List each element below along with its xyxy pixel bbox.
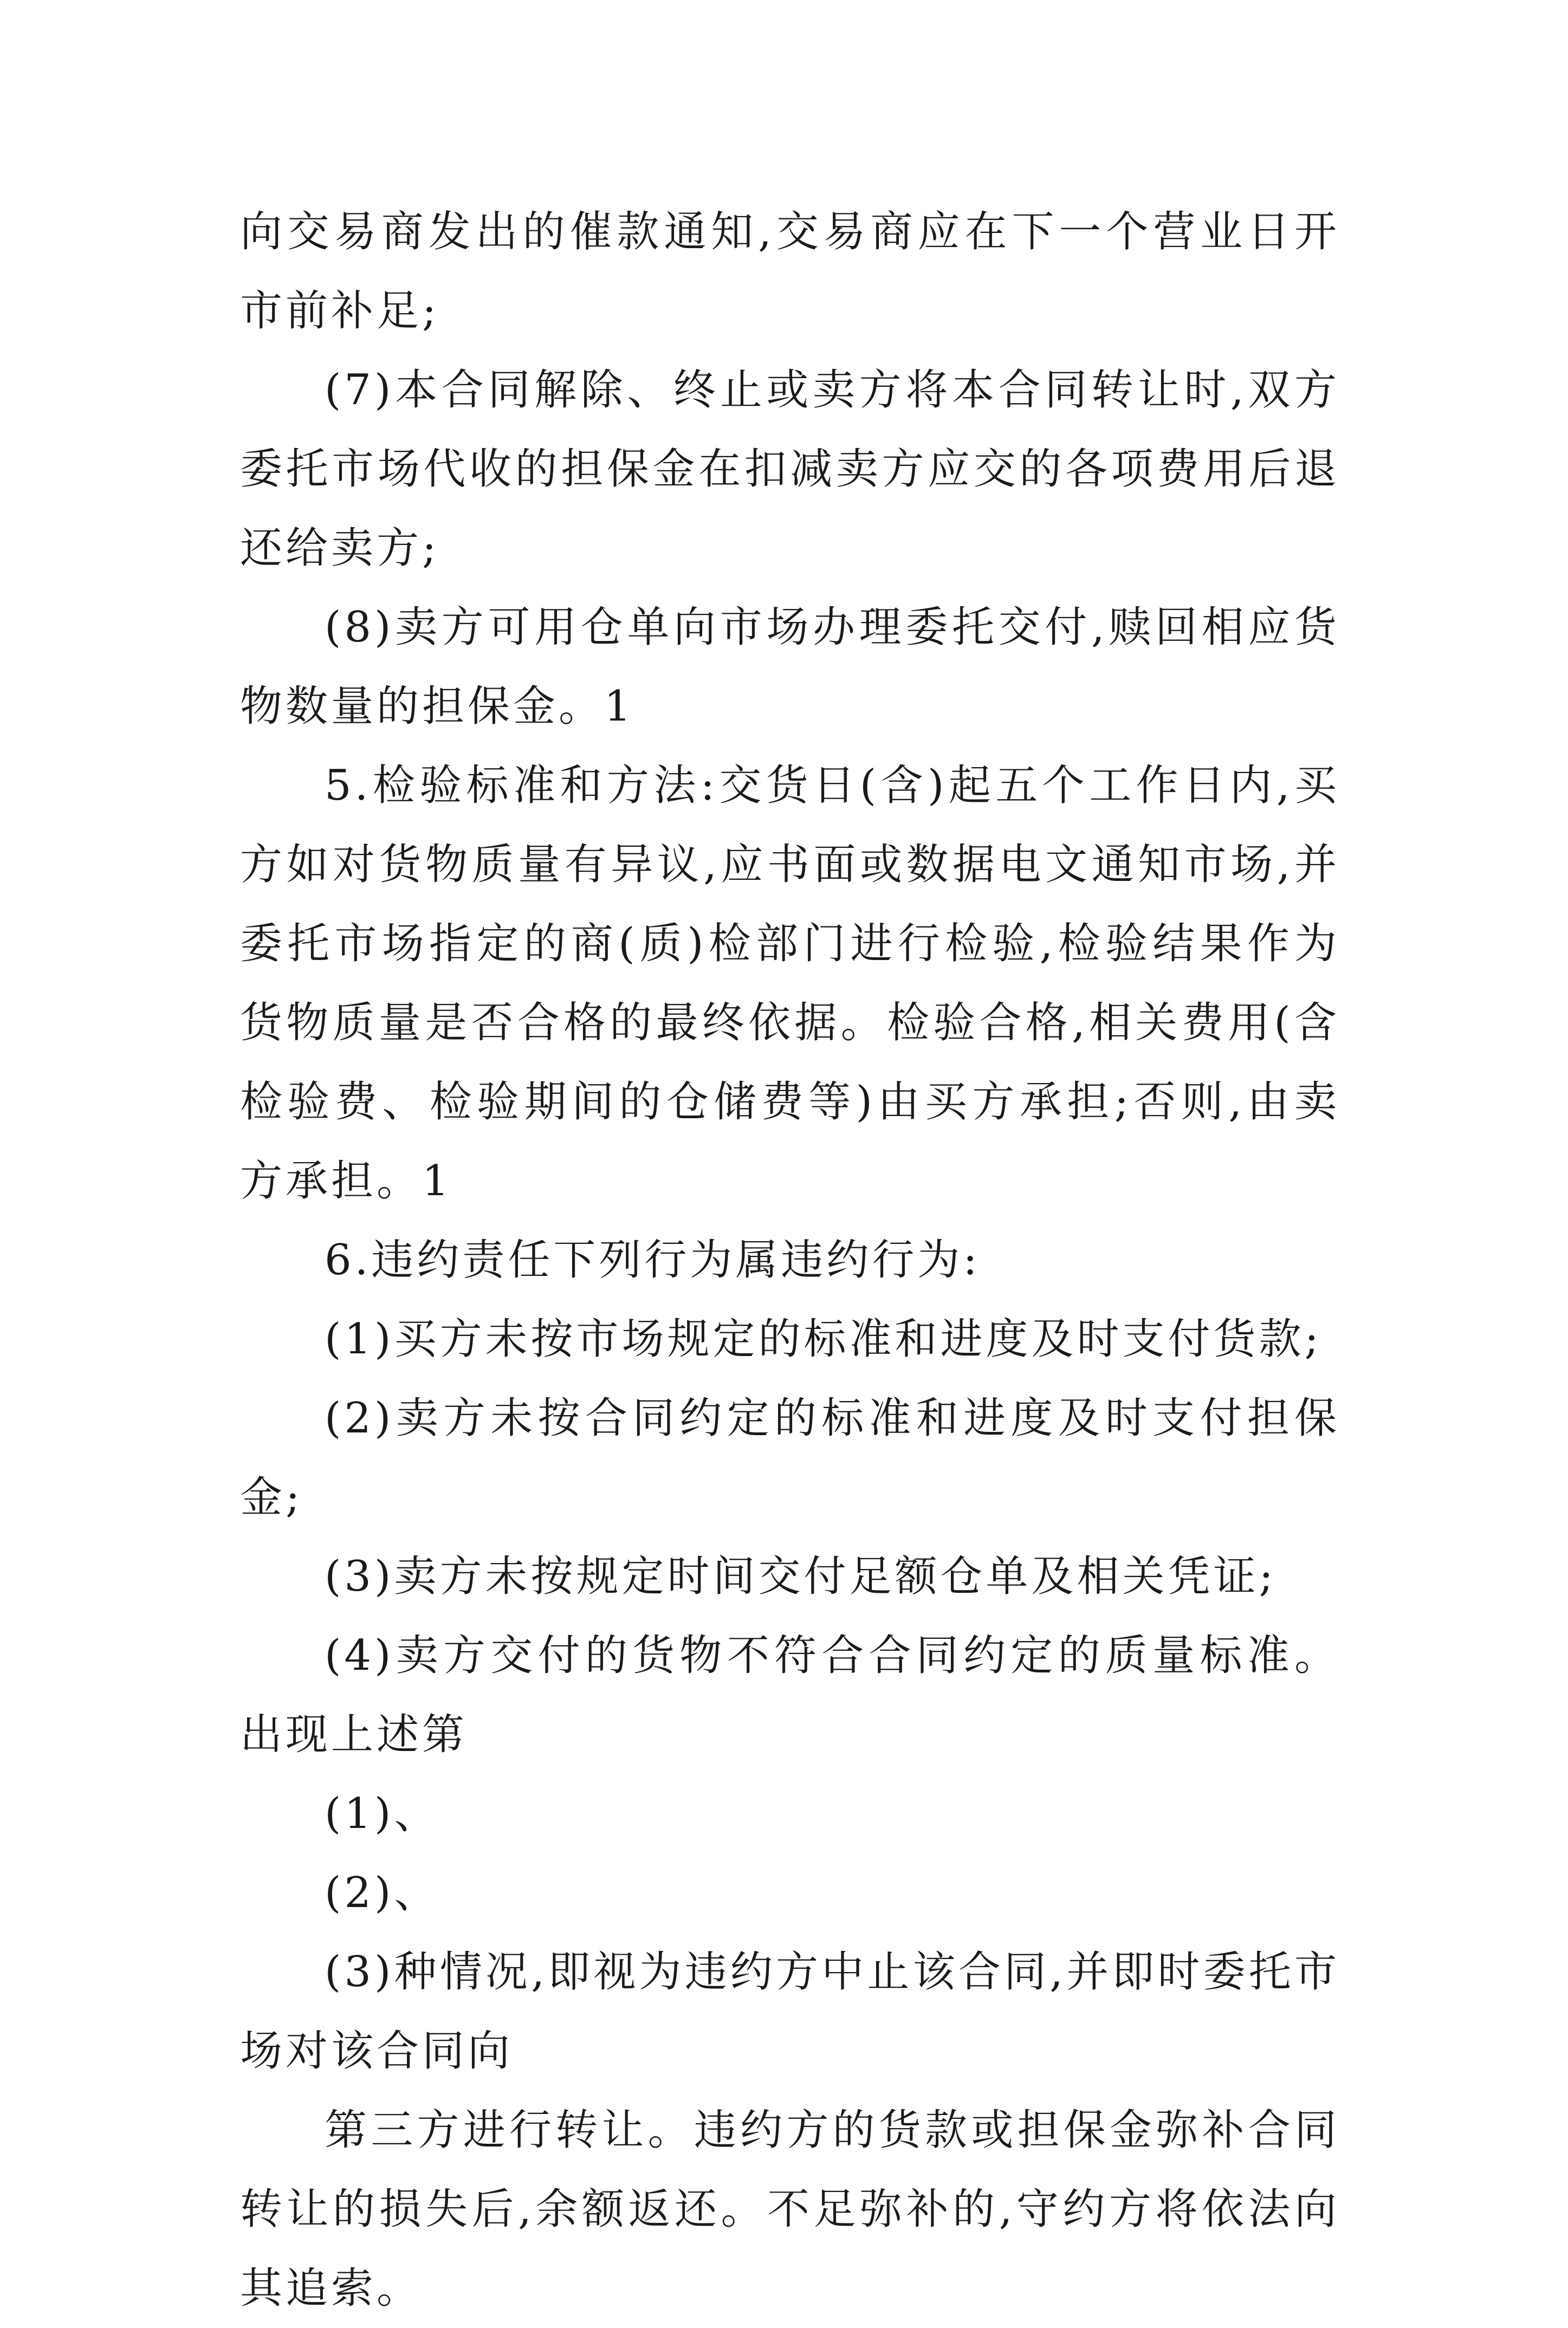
paragraph-5: 6.违约责任下列行为属违约行为: xyxy=(325,1236,981,1285)
paragraph-6: (1)买方未按市场规定的标准和进度及时支付货款; xyxy=(325,1315,1322,1364)
paragraph-3: (8)卖方可用仓单向市场办理委托交付,赎回相应货物数量的担保金。1 xyxy=(240,603,1340,731)
paragraph-11: (2)、 xyxy=(325,1869,440,1917)
paragraph-2: (7)本合同解除、终止或卖方将本合同转让时,双方委托市场代收的担保金在扣减卖方应交的各项费用后退还给卖方; xyxy=(240,366,1340,573)
document-body xyxy=(240,192,1340,2328)
paragraph-8: (3)卖方未按规定时间交付足额仓单及相关凭证; xyxy=(325,1552,1277,1601)
paragraph-9: (4)卖方交付的货物不符合合同约定的质量标准。出现上述第 xyxy=(240,1631,1340,1759)
paragraph-10: (1)、 xyxy=(325,1789,440,1838)
paragraph-7: (2)卖方未按合同约定的标准和进度及时支付担保金; xyxy=(240,1394,1340,1522)
paragraph-12: (3)种情况,即视为违约方中止该合同,并即时委托市场对该合同向 xyxy=(240,1948,1340,2076)
paragraph-1: 向交易商发出的催款通知,交易商应在下一个营业日开市前补足; xyxy=(240,207,1340,335)
paragraph-4: 5.检验标准和方法:交货日(含)起五个工作日内,买方如对货物质量有异议,应书面或数据电文通知市场,并委托市场指定的商(质)检部门进行检验,检验结果作为货物质量是否合格的最终依据。检验合格,相关费用(含检验费、检验期间的仓储费等)由买方承担;否则,由卖方承担。1 xyxy=(240,761,1340,1205)
paragraph-13: 第三方进行转让。违约方的货款或担保金弥补合同转让的损失后,余额返还。不足弥补的,守约方将依法向其追索。 xyxy=(240,2106,1340,2313)
